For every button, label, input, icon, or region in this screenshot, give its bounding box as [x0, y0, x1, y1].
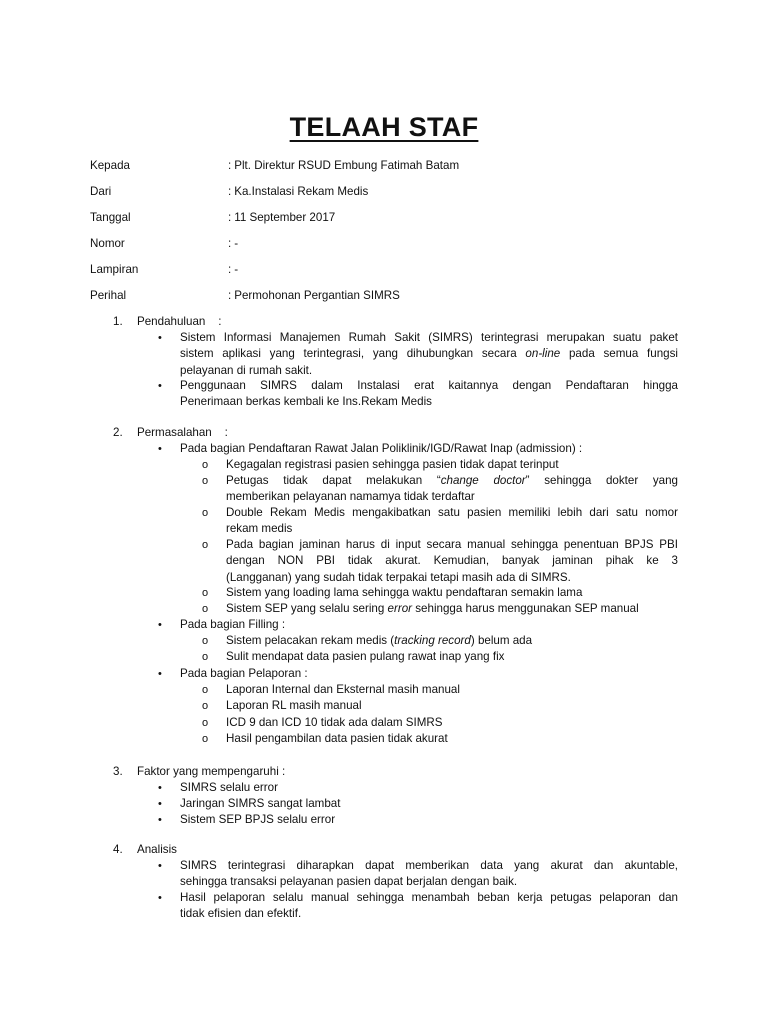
circle-bullet-icon: o [202, 587, 209, 599]
list-item: • SIMRS terintegrasi diharapkan dapat memberikan data yang akurat dan akuntable, sehingga transaksi pelayanan pasien dapat berjalan dengan baik. [158, 859, 678, 889]
list-item: • Penggunaan SIMRS dalam Instalasi erat kaitannya dengan Pendaftaran hingga Penerimaan berkas kembali ke Ins.Rekam Medis [158, 379, 678, 409]
bullet-icon: • [158, 332, 162, 344]
list-item: • Sistem SEP BPJS selalu error [158, 813, 336, 826]
meta-label: Kepada [90, 159, 130, 172]
meta-row-nomor: Nomor : - [90, 237, 239, 250]
circle-bullet-icon: o [202, 475, 209, 487]
bullet-icon: • [158, 668, 162, 680]
meta-value: 11 September 2017 [234, 211, 336, 224]
meta-label: Lampiran [90, 263, 139, 276]
circle-bullet-icon: o [202, 603, 209, 615]
section-heading-pendahuluan: 1. Pendahuluan : [113, 315, 222, 328]
meta-row-perihal: Perihal : Permohonan Pergantian SIMRS [90, 289, 400, 302]
circle-bullet-icon: o [202, 700, 209, 712]
meta-value: Plt. Direktur RSUD Embung Fatimah Batam [234, 159, 460, 172]
bullet-icon: • [158, 619, 162, 631]
meta-label: Perihal [90, 289, 127, 302]
meta-value: Permohonan Pergantian SIMRS [234, 289, 400, 302]
section-heading-analisis: 4. Analisis [113, 843, 177, 856]
list-item: • Sistem Informasi Manajemen Rumah Sakit (SIMRS) terintegrasi merupakan suatu paket sistem aplikasi yang terintegrasi, yang dihubungkan secara on-line pada semua fungsi pelayanan di rumah sakit. [158, 331, 678, 377]
circle-bullet-icon: o [202, 539, 209, 551]
circle-bullet-icon: o [202, 507, 209, 519]
meta-value: - [234, 263, 239, 276]
bullet-icon: • [158, 782, 162, 794]
meta-label: Nomor [90, 237, 125, 250]
meta-row-kepada: Kepada : Plt. Direktur RSUD Embung Fatimah Batam [90, 159, 460, 172]
circle-bullet-icon: o [202, 717, 209, 729]
bullet-icon: • [158, 860, 162, 872]
document-title: TELAAH STAF [289, 112, 479, 142]
list-item: • SIMRS selalu error [158, 781, 278, 794]
meta-label: Dari [90, 185, 112, 198]
bullet-icon: • [158, 443, 162, 455]
section-heading-faktor: 3. Faktor yang mempengaruhi : [113, 765, 286, 778]
meta-value: Ka.Instalasi Rekam Medis [234, 185, 369, 198]
meta-label: Tanggal [90, 211, 131, 224]
circle-bullet-icon: o [202, 651, 209, 663]
meta-row-lampiran: Lampiran : - [90, 263, 239, 276]
circle-bullet-icon: o [202, 733, 209, 745]
bullet-icon: • [158, 892, 162, 904]
list-item: • Hasil pelaporan selalu manual sehingga menambah beban kerja petugas pelaporan dan tidak efisien dan efektif. [158, 891, 678, 921]
circle-bullet-icon: o [202, 635, 209, 647]
bullet-icon: • [158, 798, 162, 810]
meta-row-tanggal: Tanggal : 11 September 2017 [90, 211, 336, 224]
list-item: • Pada bagian Filling : [158, 618, 286, 631]
meta-row-dari: Dari : Ka.Instalasi Rekam Medis [90, 185, 369, 198]
meta-value: - [234, 237, 239, 250]
circle-bullet-icon: o [202, 684, 209, 696]
document-page: TELAAH STAF Kepada : Plt. Direktur RSUD Embung Fatimah Batam Dari : Ka.Instalasi Rekam Medis Tanggal : 11 September 2017 Nomor : - Lampiran : - Perihal : Permohonan Pergantian SIMRS 1. Pendahuluan : • Sistem Informasi Manajemen Rumah Sakit (SIMRS) terintegrasi merupakan suatu paket sistem aplikasi yang terintegrasi, yang dihubungkan secara on-line pada semua fungsi pelayanan di rumah sakit. • Penggunaan SIMRS dalam Instalasi erat kaitannya dengan Pendaftaran hingga Penerimaan berkas kembali ke Ins.Rekam Medis 2. Permasalahan : • Pada bagian Pendaftaran Rawat Jalan Poliklinik/IGD/Rawat Inap (admission) : o Kegagalan registrasi pasien sehingga pasien tidak dapat terinput o Petugas tidak dapat melakukan “change doctor” sehingga dokter yang memberikan pelayanan namamya tidak terdaftar o Double Rekam Medis mengakibatkan satu pasien memiliki lebih dari satu nomor rekam medis o Pada bagian jaminan harus di input secara manual sehingga penentuan BPJS PBI dengan NON PBI tidak akurat. Kemudian, banyak jaminan pihak ke 3 (Langganan) yang sudah tidak terpakai tetapi masih ada di SIMRS. o Sistem yang loading lama sehingga waktu pendaftaran semakin lama o Sistem SEP yang selalu sering error sehingga harus menggunakan SEP manual • Pada bagian Filling : o Sistem pelacakan rekam medis (tracking record) belum ada o Sulit mendapat data pasien pulang rawat inap yang fix • Pada bagian Pelaporan : o Laporan Internal dan Eksternal masih manual o Laporan RL masih manual o ICD 9 dan ICD 10 tidak ada dalam SIMRS o Hasil pengambilan data pasien tidak akurat 3. Faktor yang mempengaruhi : • SIMRS selalu error • Jaringan SIMRS sangat lambat • Sistem SEP BPJS selalu error 4. Analisis • SIMRS terintegrasi diharapkan dapat memberikan data yang akurat dan akuntable, sehingga transaksi pelayanan pasien dapat berjalan dengan baik. • Hasil pelaporan selalu manual sehingga menambah beban kerja petugas pelaporan dan tidak efisien dan efektif. [0, 0, 768, 1024]
bullet-icon: • [158, 380, 162, 392]
bullet-icon: • [158, 814, 162, 826]
list-item: • Pada bagian Pelaporan : [158, 667, 308, 680]
list-item: • Jaringan SIMRS sangat lambat [158, 797, 341, 810]
circle-bullet-icon: o [202, 459, 209, 471]
section-heading-permasalahan: 2. Permasalahan : [113, 426, 228, 439]
list-item: • Pada bagian Pendaftaran Rawat Jalan Poliklinik/IGD/Rawat Inap (admission) : [158, 442, 583, 455]
